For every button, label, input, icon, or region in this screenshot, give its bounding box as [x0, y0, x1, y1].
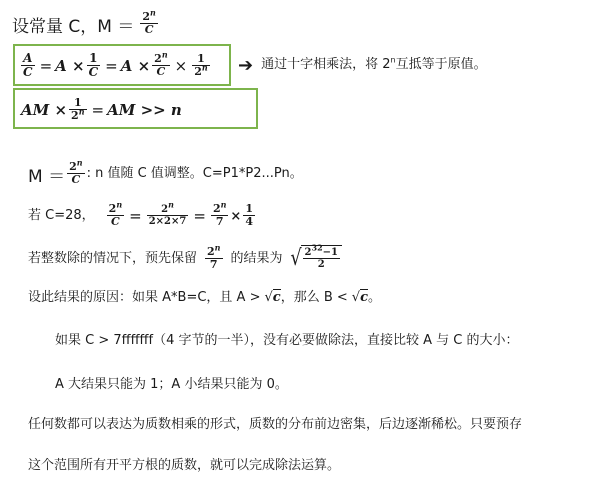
m-description-text: : n 值随 C 值调整。C=P1*P2...Pn。 [86, 166, 303, 181]
term-am-shift-n: AM >> n [107, 100, 182, 119]
fraction-1-over-2n: $\frac{1}{2^n}$ [194, 52, 208, 79]
arrow-note-text: 通过十字相乘法，将 2$^n$互抵等于原值。 [261, 55, 487, 72]
reason-text-2: ，那么 B < [280, 290, 348, 305]
fraction-2n-over-2x2x7: $\frac{2^n}{2\times 2\times 7}$ [148, 199, 187, 228]
sqrt-expression [289, 242, 342, 273]
fraction-2n-over-c: $\frac{2^n}{C}$ [154, 49, 168, 79]
term-am-times: AM × [21, 100, 68, 119]
sqrt-icon: √ [289, 246, 302, 271]
equals-sign: = [39, 57, 53, 75]
keep-text-1: 若整数除的情况下，预先保留 [28, 251, 198, 266]
prime-paragraph-line-2: 这个范围所有开平方根的质数，就可以完成除法运算。 [28, 458, 341, 473]
arrow-note [238, 54, 487, 76]
term-a-times: A × [120, 57, 151, 75]
constant-definition-text: 设常量 C，M ＝ [12, 16, 135, 37]
if-greater-line: 如果 C > 7fffffff（4 字节的一半），没有必要做除法，直接比较 A 与 C 的大小： [55, 333, 519, 348]
fraction-2-32-minus-1-over-2: $\frac{2^{32}-1}{2}$ [304, 242, 338, 270]
c28-example [28, 199, 257, 233]
m-fraction: $\frac{2^n}{C}$ [142, 7, 156, 37]
times-sign: × [230, 208, 242, 224]
c28-prefix: 若 C=28， [28, 208, 95, 223]
m-fraction: $\frac{2^n}{C}$ [69, 157, 83, 187]
reason-text-3: 。 [367, 290, 381, 305]
m-description [28, 157, 303, 191]
keep-result-line [28, 241, 342, 277]
right-arrow-icon: ➔ [238, 54, 254, 76]
fraction-a-over-c: $\frac{A}{C}$ [23, 51, 33, 80]
reason-line [28, 288, 381, 308]
formula-box-2 [13, 88, 258, 129]
keep-text-2: 的结果为 [230, 251, 283, 266]
equals-sign: = [105, 57, 118, 75]
sqrt-c-1: √c [264, 290, 281, 305]
equals-sign: = [91, 100, 105, 119]
result-line: A 大结果只能为 1；A 小结果只能为 0。 [55, 377, 288, 392]
term-a-times: A × [55, 57, 85, 75]
fraction-1-over-2n: $\frac{1}{2^n}$ [71, 95, 85, 122]
prime-paragraph-line-1: 任何数都可以表达为质数相乘的形式，质数的分布前边密集，后边逐渐稀松。只要预存 [28, 417, 523, 432]
fraction-2n-over-7: $\frac{2^n}{7}$ [207, 242, 221, 272]
fraction-2n-over-c: $\frac{2^n}{C}$ [108, 199, 123, 229]
reason-text-1: 设此结果的原因：如果 A*B=C，且 A > [28, 290, 261, 305]
fraction-2n-over-7: $\frac{2^n}{7}$ [212, 199, 227, 229]
equals-sign: = [129, 207, 142, 225]
constant-definition [12, 6, 160, 42]
times-sign: × [174, 57, 188, 75]
sqrt-c-2: √c [351, 290, 368, 305]
fraction-1-over-4: $\frac{1}{4}$ [245, 202, 253, 229]
equals-sign: = [193, 207, 206, 225]
fraction-1-over-c: $\frac{1}{C}$ [88, 51, 99, 80]
formula-box-1 [13, 44, 231, 86]
m-equals: M ＝ [28, 166, 66, 187]
